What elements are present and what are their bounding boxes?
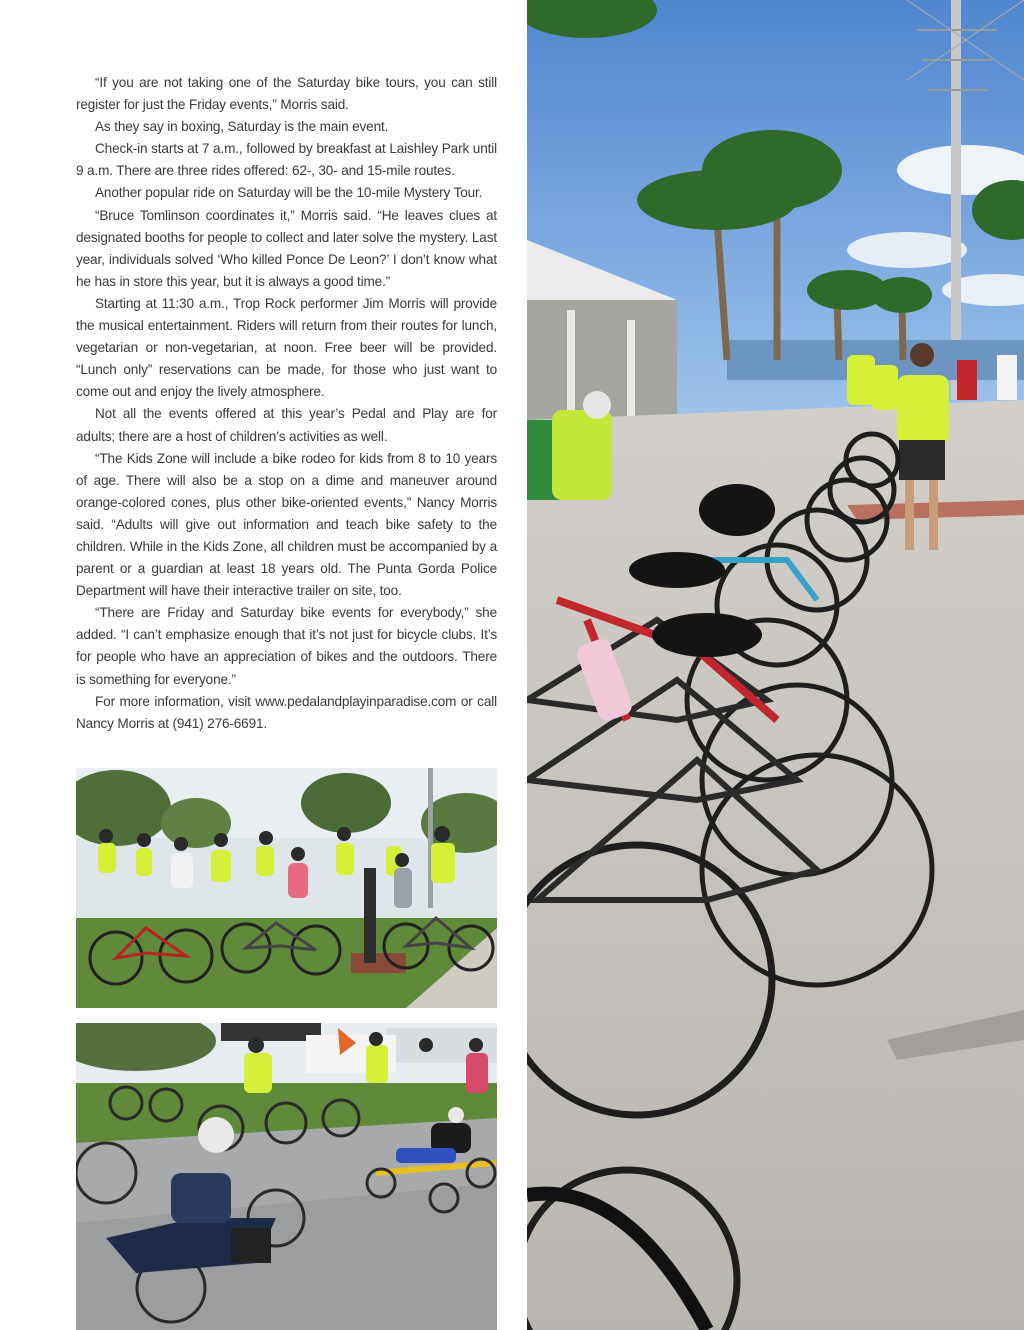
article-paragraph: Another popular ride on Saturday will be the 10-mile Mystery Tour.	[95, 185, 483, 201]
article-paragraph: Not all the events offered at this year’s Pedal and Play are for adults; there are a host of children’s activities as well.	[76, 406, 497, 444]
article-paragraph: As they say in boxing, Saturday is the main event.	[95, 119, 389, 135]
article-paragraph: “There are Friday and Saturday bike events for everybody,” she added. “I can’t emphasize enough that it’s not just for bicycle clubs. It’s for people who have an appreciation of bikes and the outdoors. There is something for everyone.”	[76, 605, 497, 687]
article-paragraph: Starting at 11:30 a.m., Trop Rock performer Jim Morris will provide the musical entertainment. Riders will return from their routes for lunch, vegetarian or non-vegetarian, at noon. Free beer will be provided. “Lunch only” reservations can be made, for those who just want to come out and enjoy the lively atmosphere.	[76, 295, 497, 400]
photo-parked-bicycles	[527, 0, 1024, 1330]
article-paragraph: For more information, visit www.pedalandplayinparadise.com or call Nancy Morris at (941) 276-6691.	[76, 693, 497, 731]
article-paragraph: “If you are not taking one of the Saturday bike tours, you can still register for just the Friday events,” Morris said.	[76, 75, 497, 113]
photo-cyclists-group	[76, 768, 497, 1008]
article-paragraph: Check-in starts at 7 a.m., followed by breakfast at Laishley Park until 9 a.m. There are three rides offered: 62-, 30- and 15-mile routes.	[76, 141, 497, 179]
article-body	[76, 72, 497, 735]
article-paragraph: “The Kids Zone will include a bike rodeo for kids from 8 to 10 years of age. There will also be a stop on a dime and maneuver around orange-colored cones, plus other bike-oriented events,” Nancy Morris said. “Adults will give out information and teach bike safety to the children. While in the Kids Zone, all children must be accompanied by a parent or a guardian at least 18 years old. The Punta Gorda Police Department will have their interactive trailer on site, too.	[76, 450, 497, 599]
photo-recumbent-riders	[76, 1023, 497, 1330]
photo-parked-bicycles-image	[527, 0, 1024, 1330]
photo-recumbent-riders-image	[76, 1023, 497, 1330]
photo-cyclists-group-image	[76, 768, 497, 1008]
article-paragraph: “Bruce Tomlinson coordinates it,” Morris said. “He leaves clues at designated booths for people to collect and later solve the mystery. Last year, individuals solved ‘Who killed Ponce De Leon?’ I don’t know what he has in store this year, but it is always a good time.”	[76, 207, 497, 289]
